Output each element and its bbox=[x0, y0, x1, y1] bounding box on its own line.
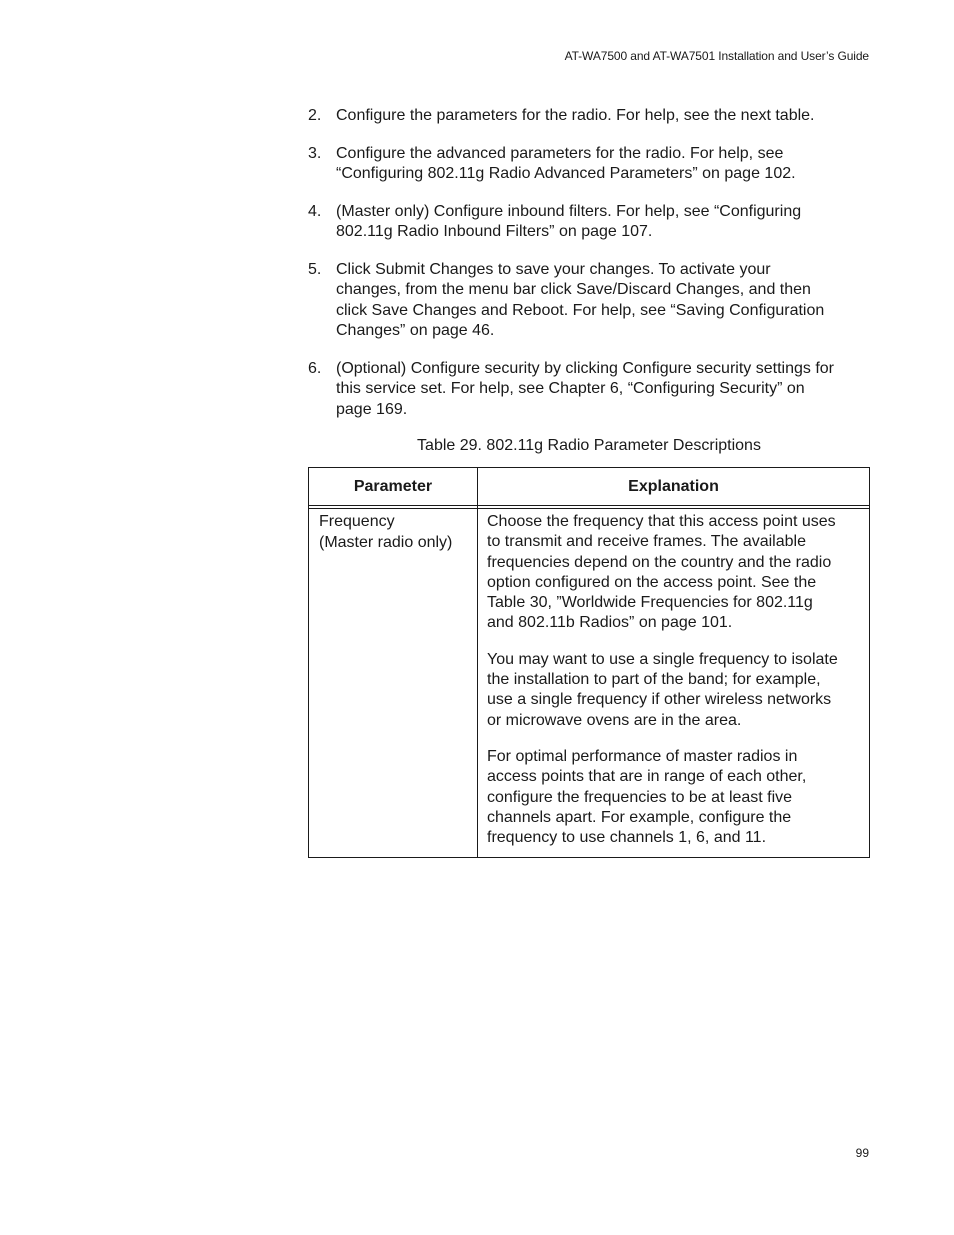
explanation-line: or microwave ovens are in the area. bbox=[487, 711, 742, 729]
step-text-line: click Save Changes and Reboot. For help, see “Saving Configuration bbox=[336, 301, 825, 319]
parameter-qualifier: (Master radio only) bbox=[319, 533, 453, 551]
page-number: 99 bbox=[855, 1146, 869, 1160]
step-number: 6. bbox=[308, 359, 322, 377]
explanation-line: use a single frequency if other wireless networks bbox=[487, 691, 832, 709]
step-number: 3. bbox=[308, 144, 322, 162]
explanation-paragraph bbox=[487, 650, 865, 731]
explanation-line: the installation to part of the band; for example, bbox=[487, 671, 821, 689]
step-text-line: Configure the parameters for the radio. For help, see the next table. bbox=[336, 107, 815, 124]
parameter-cell bbox=[319, 512, 471, 553]
explanation-line: frequencies depend on the country and the radio bbox=[487, 553, 832, 571]
step-6 bbox=[308, 359, 870, 421]
explanation-line: You may want to use a single frequency to isolate bbox=[487, 650, 838, 668]
header-rule bbox=[309, 508, 869, 509]
header-rule bbox=[309, 505, 869, 506]
explanation-line: to transmit and receive frames. The available bbox=[487, 533, 806, 551]
table-caption: Table 29. 802.11g Radio Parameter Descriptions bbox=[417, 437, 761, 454]
step-2 bbox=[308, 106, 870, 127]
running-header: AT-WA7500 and AT-WA7501 Installation and User’s Guide bbox=[564, 49, 869, 63]
explanation-line: option configured on the access point. See the bbox=[487, 573, 817, 591]
explanation-line: access points that are in range of each other, bbox=[487, 768, 807, 786]
explanation-line: Table 30, ”Worldwide Frequencies for 802.11g bbox=[487, 594, 813, 612]
step-text-line: page 169. bbox=[336, 400, 408, 418]
procedure-steps bbox=[308, 106, 870, 437]
step-text-line: Click Submit Changes to save your changes. To activate your bbox=[336, 260, 771, 278]
step-text-line: “Configuring 802.11g Radio Advanced Parameters” on page 102. bbox=[336, 165, 796, 182]
step-number: 2. bbox=[308, 107, 322, 124]
explanation-line: For optimal performance of master radios in bbox=[487, 747, 798, 765]
step-text-line: (Master only) Configure inbound filters. For help, see “Configuring bbox=[336, 202, 802, 220]
step-text-line: Changes” on page 46. bbox=[336, 322, 495, 339]
column-divider bbox=[477, 468, 478, 857]
parameter-table bbox=[308, 467, 870, 858]
explanation-line: channels apart. For example, configure the bbox=[487, 808, 792, 826]
step-text-line: this service set. For help, see Chapter 6, “Configuring Security” on bbox=[336, 380, 805, 397]
step-number: 5. bbox=[308, 260, 322, 278]
explanation-line: Choose the frequency that this access point uses bbox=[487, 513, 836, 530]
step-text-line: (Optional) Configure security by clicking Configure security settings for bbox=[336, 359, 834, 377]
step-number: 4. bbox=[308, 202, 322, 220]
explanation-line: frequency to use channels 1, 6, and 11. bbox=[487, 829, 767, 847]
step-text-line: changes, from the menu bar click Save/Discard Changes, and then bbox=[336, 281, 811, 298]
step-4 bbox=[308, 202, 870, 243]
explanation-cell bbox=[487, 512, 865, 864]
parameter-name: Frequency bbox=[319, 513, 395, 530]
explanation-line: configure the frequencies to be at least five bbox=[487, 788, 793, 806]
explanation-paragraph bbox=[487, 512, 865, 634]
explanation-line: and 802.11b Radios” on page 101. bbox=[487, 614, 733, 632]
step-3 bbox=[308, 144, 870, 185]
step-5 bbox=[308, 260, 870, 342]
explanation-paragraph bbox=[487, 747, 865, 848]
step-text-line: 802.11g Radio Inbound Filters” on page 107. bbox=[336, 223, 653, 240]
column-header-explanation: Explanation bbox=[628, 478, 719, 495]
step-text-line: Configure the advanced parameters for the radio. For help, see bbox=[336, 144, 784, 162]
column-header-parameter: Parameter bbox=[353, 478, 433, 495]
